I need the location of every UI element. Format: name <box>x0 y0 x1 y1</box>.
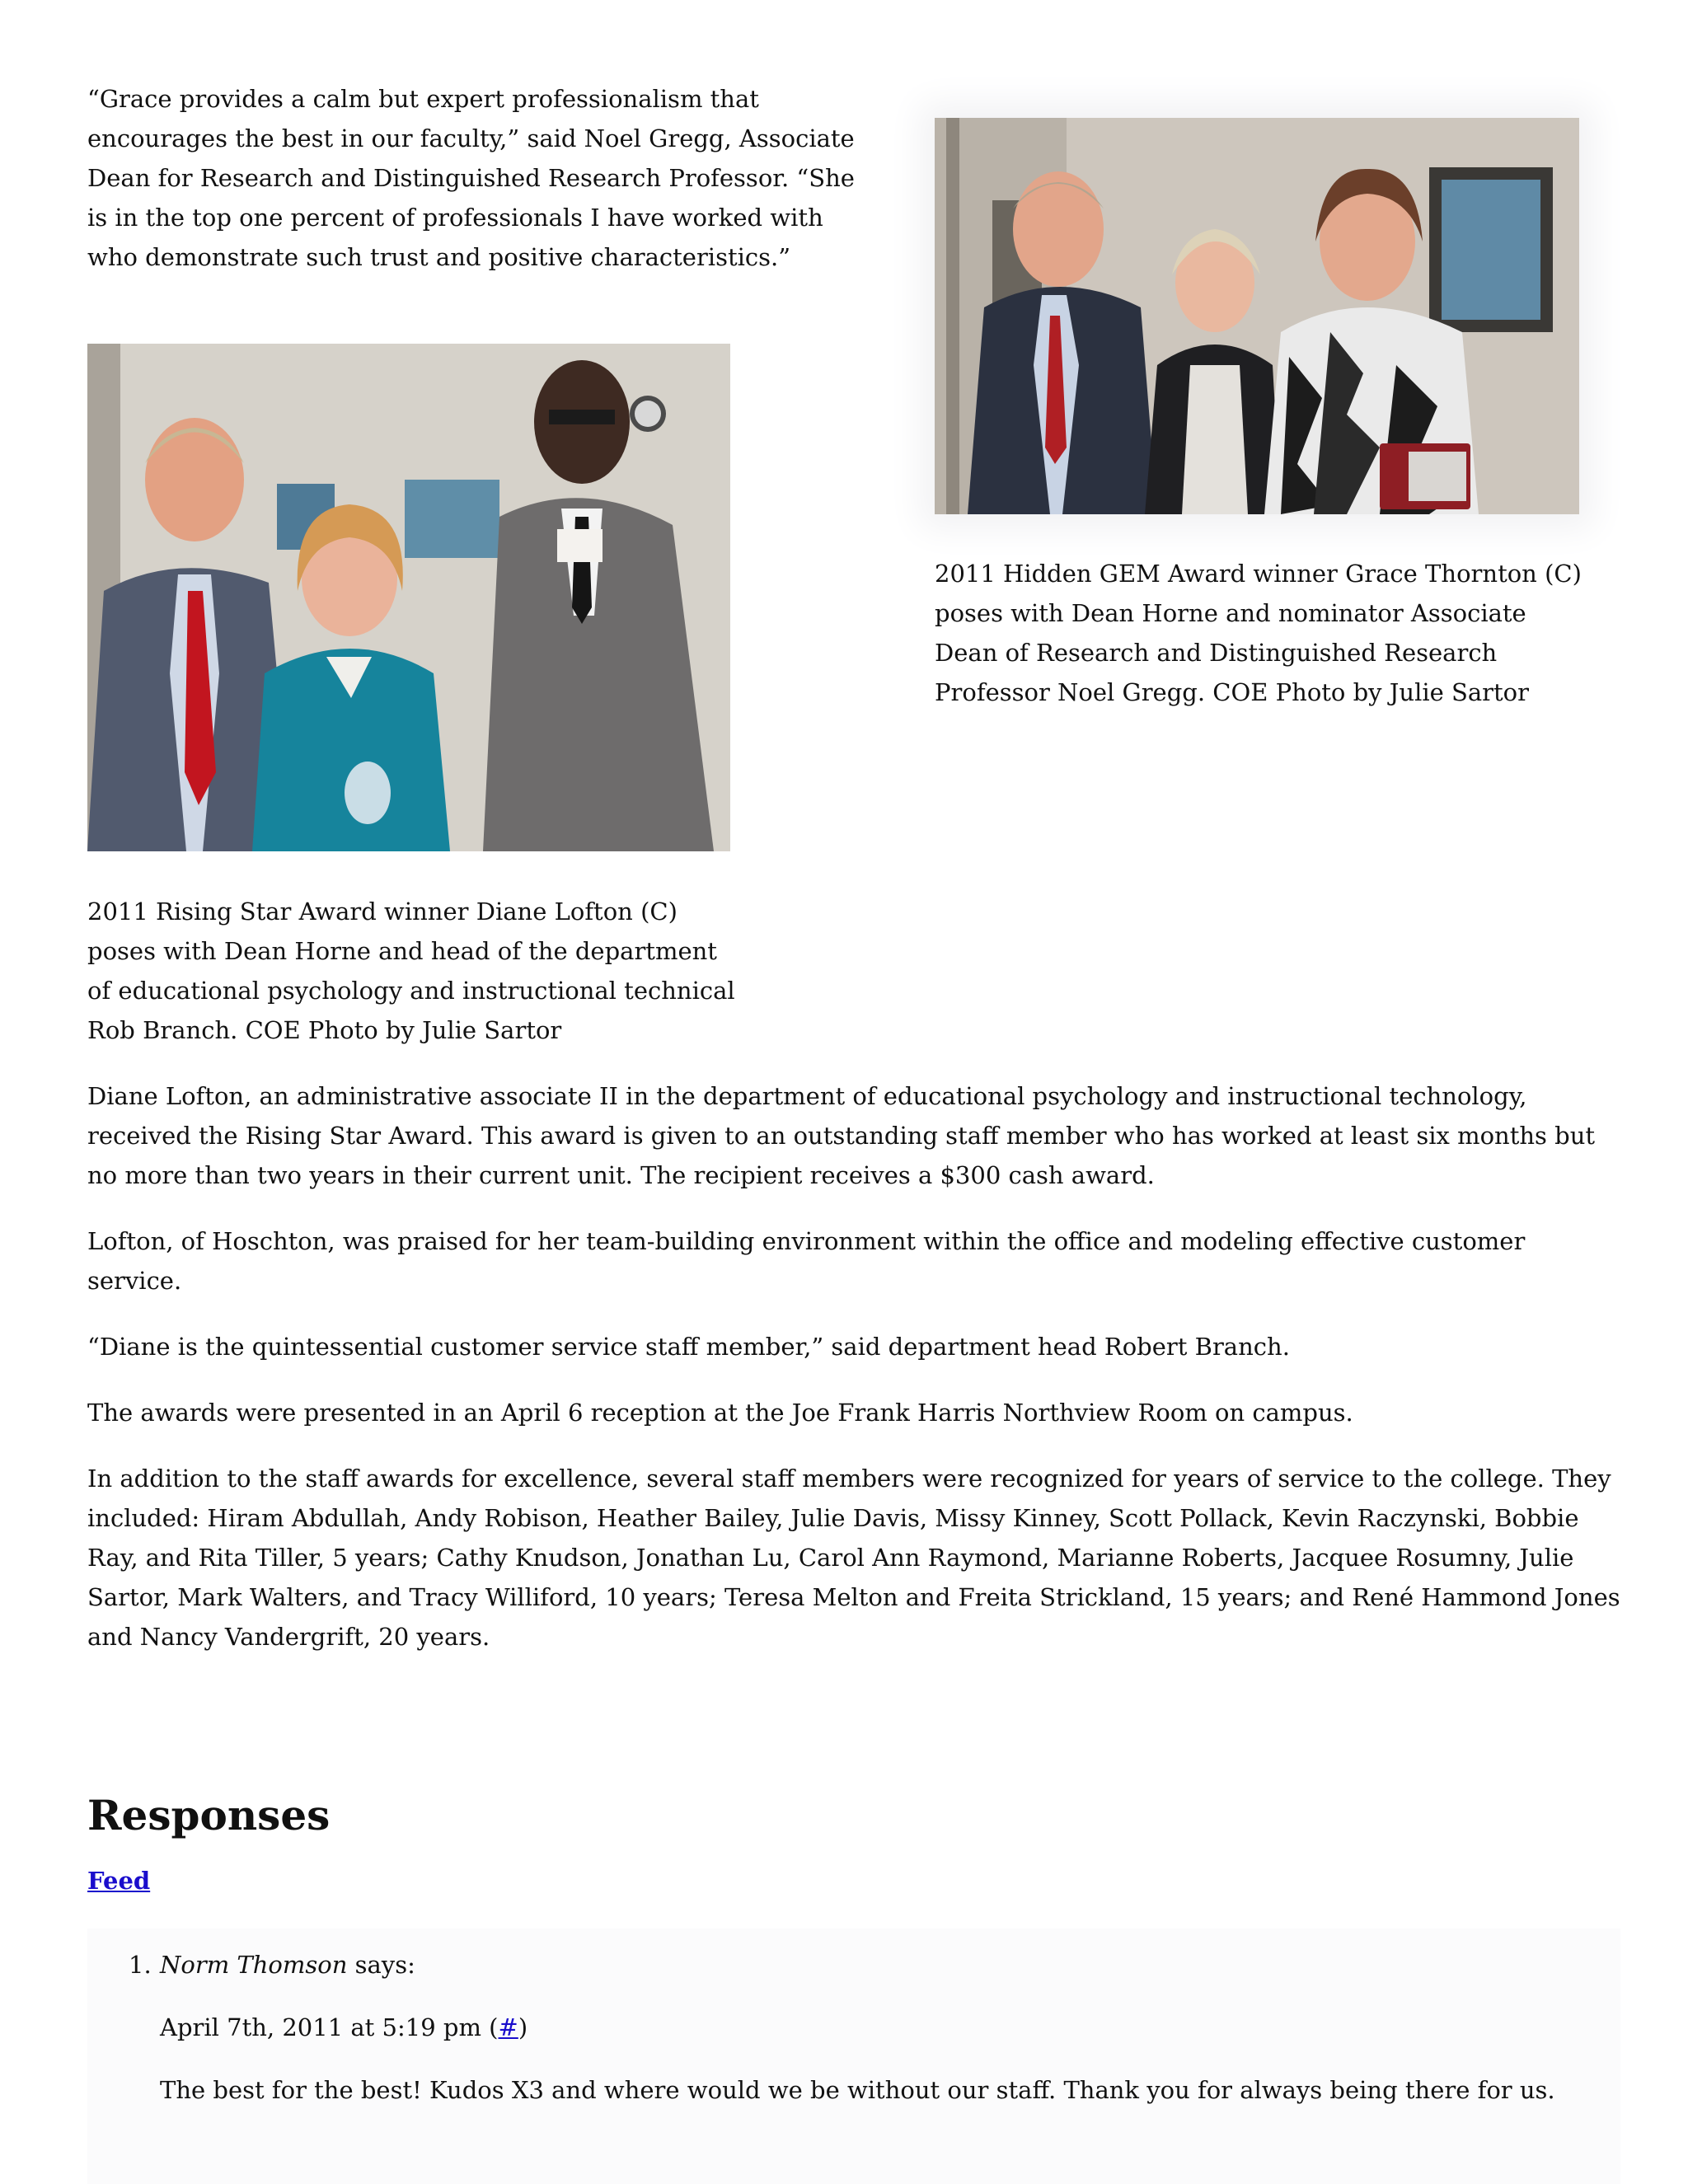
comment-author-line <box>160 1945 415 1985</box>
article-paragraph: The awards were presented in an April 6 reception at the Joe Frank Harris Northview Room on campus. <box>87 1399 1353 1427</box>
comment-list <box>87 1929 1620 2184</box>
comment-permalink[interactable]: # <box>498 2013 518 2041</box>
comment-author: Norm Thomson <box>160 1951 348 1979</box>
responses-section <box>87 1779 1620 1900</box>
article-paragraph: Lofton, of Hoschton, was praised for her team-building environment within the office and modeling effective customer service. <box>87 1227 1526 1295</box>
rising-star-photo-caption: 2011 Rising Star Award winner Diane Lofton (C) poses with Dean Horne and head of the department of educational psychology and instructional technical Rob Branch. COE Photo by Julie Sartor <box>87 898 735 1044</box>
comment-date: April 7th, 2011 at 5:19 pm <box>160 2013 481 2041</box>
comment-date-close: ) <box>518 2013 528 2041</box>
hidden-gem-photo-caption: 2011 Hidden GEM Award winner Grace Thornton (C) poses with Dean Horne and nominator Associate Dean of Research and Distinguished Research Professor Noel Gregg. COE Photo by Julie Sartor <box>935 560 1582 706</box>
article-paragraph: Diane Lofton, an administrative associate II in the department of educational psychology and instructional technology, received the Rising Star Award. This award is given to an outstanding staff member who has worked at least six months but no more than two years in their current unit. The recipient receives a $300 cash award. <box>87 1082 1596 1189</box>
comment-number: 1. <box>129 1951 152 1979</box>
comment-date-line <box>160 2008 528 2047</box>
comment-date-open: ( <box>481 2013 499 2041</box>
feed-link[interactable]: Feed <box>87 1867 151 1895</box>
hidden-gem-award-photo <box>935 118 1579 514</box>
responses-heading: Responses <box>87 1791 331 1840</box>
comment-says: says: <box>347 1951 415 1979</box>
article-quote: “Grace provides a calm but expert professionalism that encourages the best in our faculty,” said Noel Gregg, Associate Dean for Research and Distinguished Research Professor. “She is in the top one percent of professionals I have worked with who demonstrate such trust and positive characteristics.” <box>87 85 855 271</box>
article-paragraph: “Diane is the quintessential customer service staff member,” said department head Robert Branch. <box>87 1333 1290 1361</box>
rising-star-award-photo <box>87 344 730 851</box>
article-paragraph: In addition to the staff awards for excellence, several staff members were recognized for years of service to the college. They included: Hiram Abdullah, Andy Robison, Heather Bailey, Julie Davis, Missy Kinney, Scott Pollack, Kevin Raczynski, Bobbie Ray, and Rita Tiller, 5 years; Cathy Knudson, Jonathan Lu, Carol Ann Raymond, Marianne Roberts, Jacquee Rosumny, Julie Sartor, Mark Walters, and Tracy Williford, 10 years; Teresa Melton and Freita Strickland, 15 years; and René Hammond Jones and Nancy Vandergrift, 20 years. <box>87 1465 1620 1651</box>
article-body <box>87 1076 1620 1683</box>
comment-text: The best for the best! Kudos X3 and where would we be without our staff. Thank you for always being there for us. <box>160 2076 1555 2104</box>
